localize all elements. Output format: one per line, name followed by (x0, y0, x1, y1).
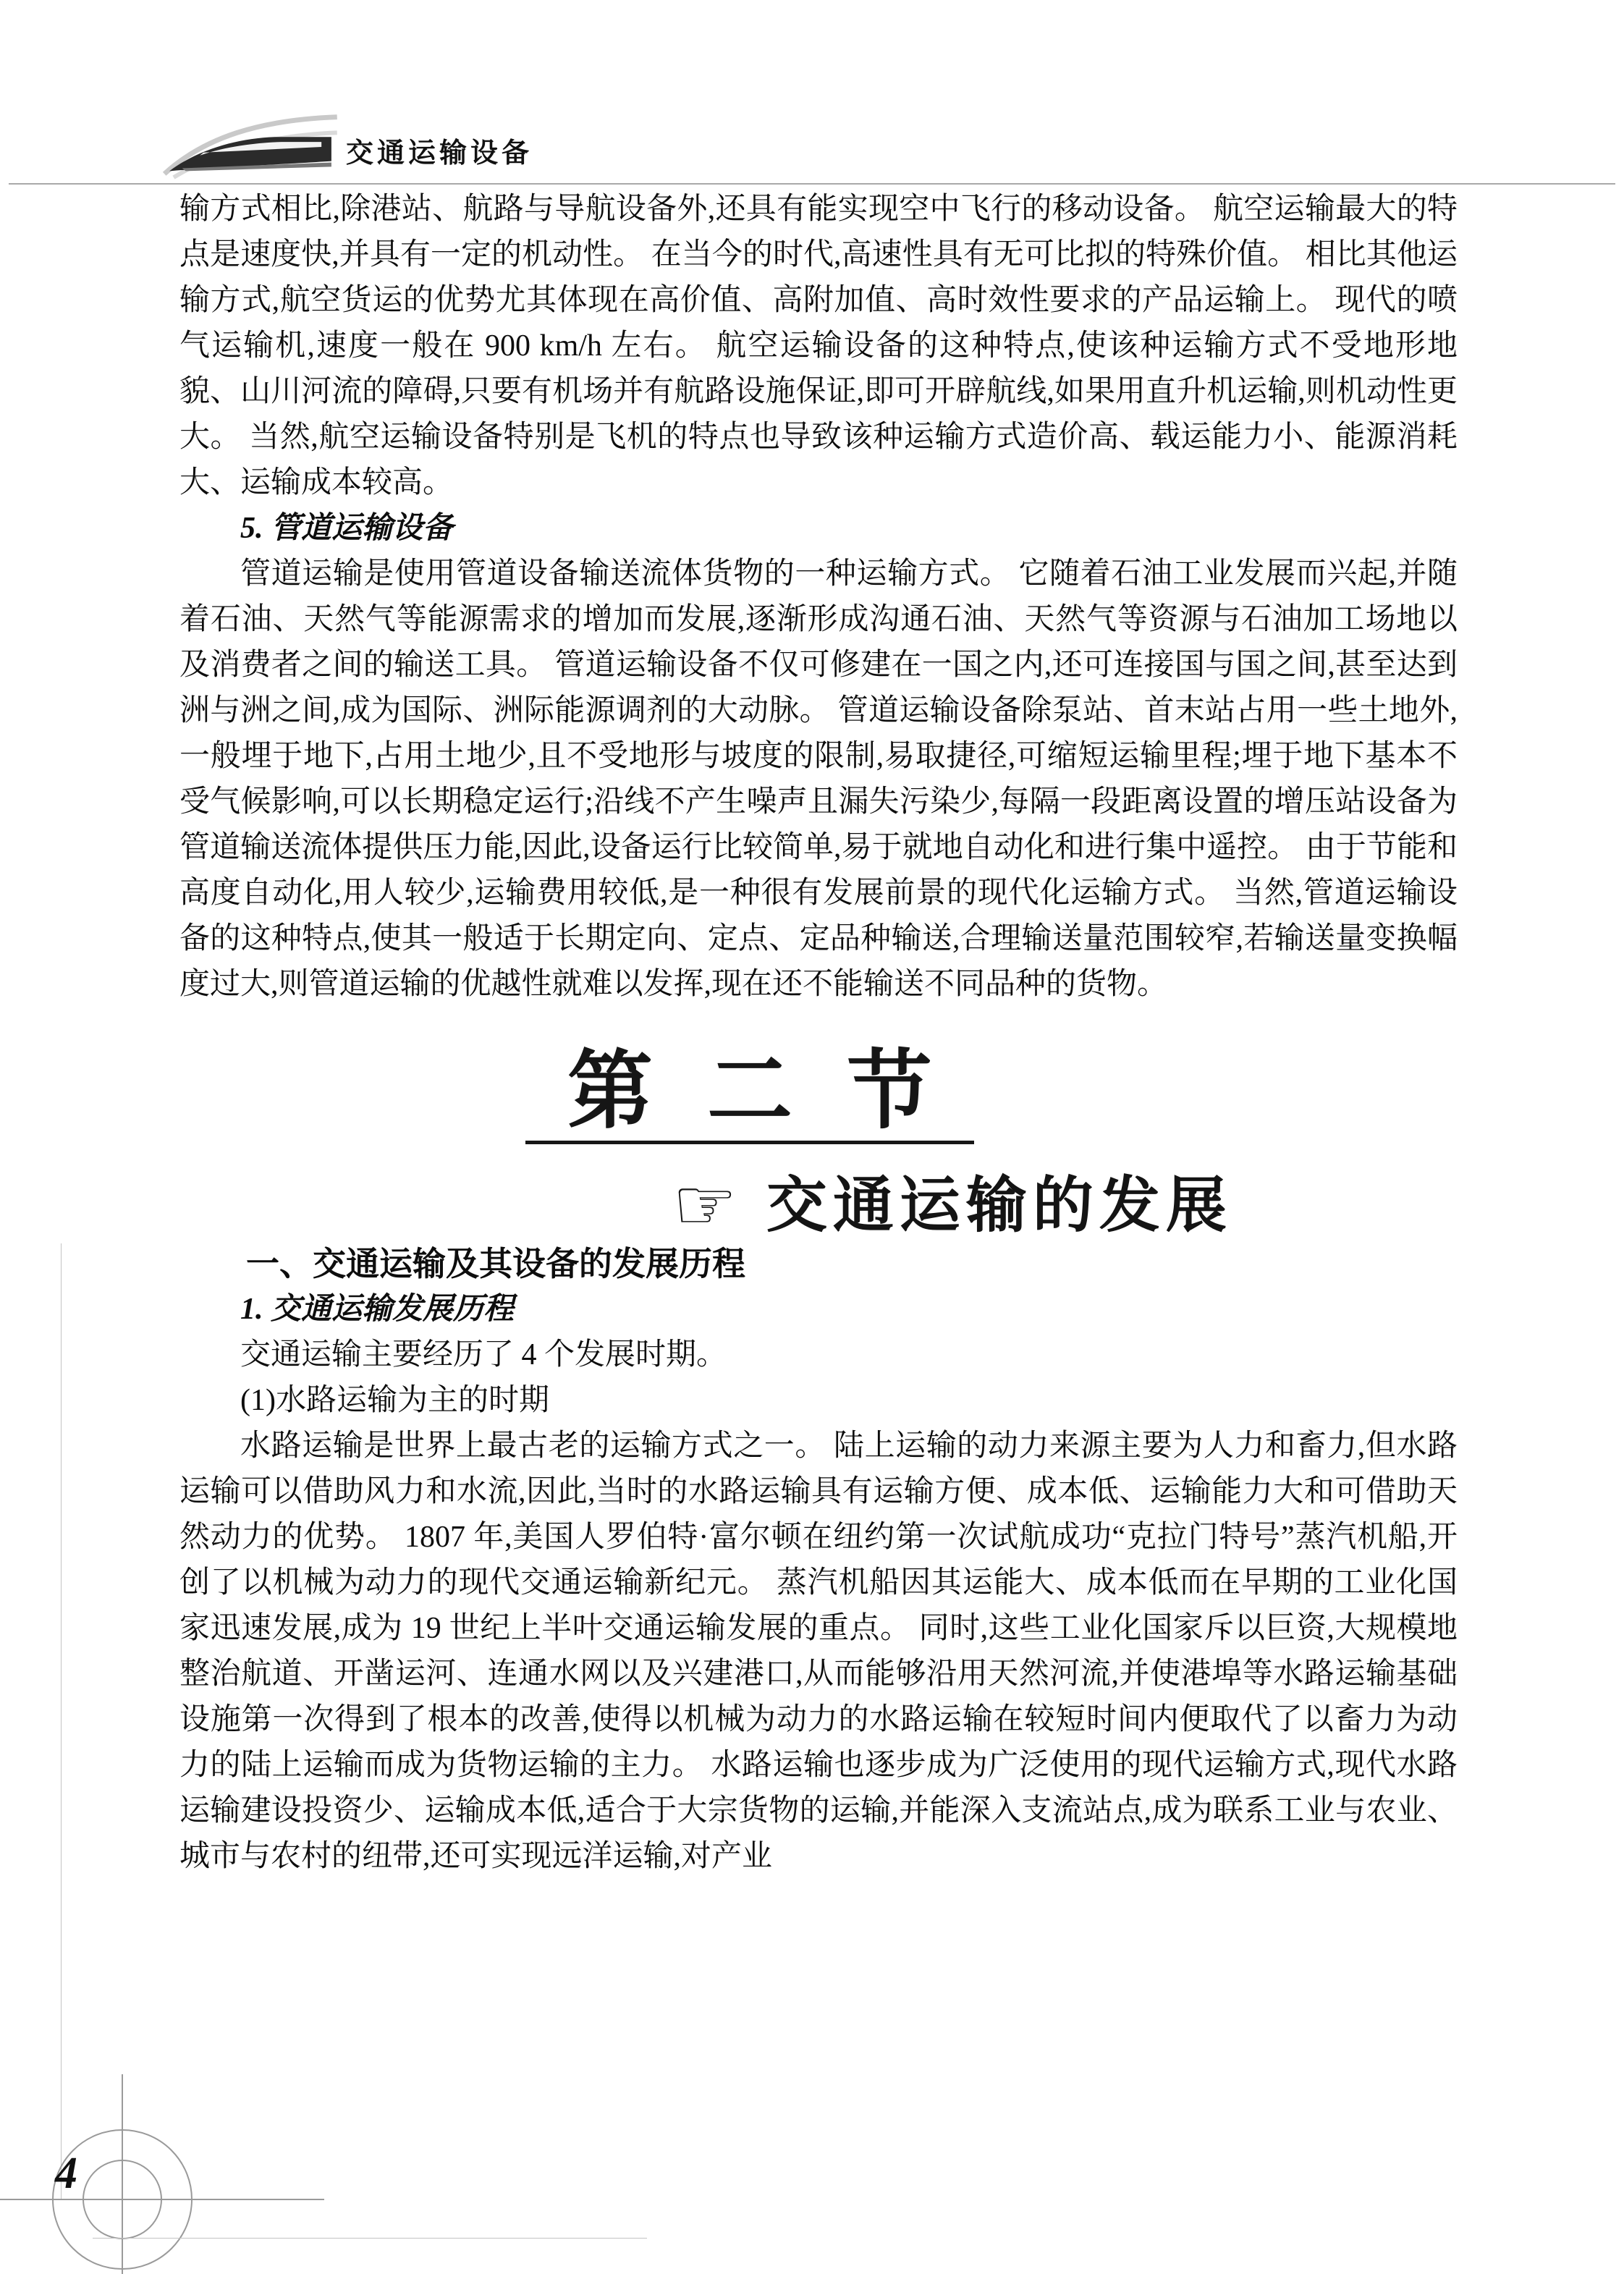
paragraph-air-transport: 输方式相比,除港站、航路与导航设备外,还具有能实现空中飞行的移动设备。 航空运输最大的特点是速度快,并具有一定的机动性。 在当今的时代,高速性具有无可比拟的特殊价值。 相比其他运输方式,航空货运的优势尤其体现在高价值、高附加值、高时效性要求的产品运输上。 现代的喷气运输机,速度一般在 900 km/h 左右。 航空运输设备的这种特点,使该种运输方式不受地形地貌、山川河流的障碍,只要有机场并有航路设施保证,即可开辟航线,如果用直升机运输,则机动性更大。 当然,航空运输设备特别是飞机的特点也导致该种运输方式造价高、载运能力小、能源消耗大、运输成本较高。 (179, 193, 1458, 499)
section-title: 第二节 (567, 1044, 986, 1139)
paragraph-pipeline-transport: 管道运输是使用管道设备输送流体货物的一种运输方式。 它随着石油工业发展而兴起,并随着石油、天然气等能源需求的增加而发展,逐渐形成沟通石油、天然气等资源与石油加工场地以及消费者之间的输送工具。 管道运输设备不仅可修建在一国之内,还可连接国与国之间,甚至达到洲与洲之间,成为国际、洲际能源调剂的大动脉。 管道运输设备除泵站、首末站占用一些土地外,一般埋于地下,占用土地少,且不受地形与坡度的限制,易取捷径,可缩短运输里程;埋于地下基本不受气候影响,可以长期稳定运行;沿线不产生噪声且漏失污染少,每隔一段距离设置的增压站设备为管道输送流体提供压力能,因此,设备运行比较简单,易于就地自动化和进行集中遥控。 由于节能和高度自动化,用人较少,运输费用较低,是一种很有发展前景的现代化运输方式。 当然,管道运输设备的这种特点,使其一般适于长期定向、定点、定品种输送,合理输送量范围较窄,若输送量变换幅度过大,则管道运输的优越性就难以发挥,现在还不能输送不同品种的货物。 (179, 557, 1458, 1001)
bottom-horizontal-line (93, 2238, 647, 2239)
section-title-block (111, 1044, 1389, 1144)
train-logo-icon (161, 106, 339, 184)
section-subtitle: 交通运输的发展 (766, 1170, 1232, 1239)
registration-inner-circle (83, 2160, 162, 2239)
heading-transport-history: 1. 交通运输发展历程 (240, 1293, 515, 1327)
section-subtitle-block (313, 1162, 1591, 1248)
heading-pipeline-equipment: 5. 管道运输设备 (240, 512, 454, 545)
section-title-underline (525, 1141, 974, 1144)
page-number: 4 (55, 2149, 77, 2198)
page-content (179, 187, 1458, 1880)
paragraph-four-periods: 交通运输主要经历了 4 个发展时期。 (240, 1338, 727, 1372)
heading-water-transport-period: (1)水路运输为主的时期 (240, 1384, 549, 1418)
heading-development-course: 一、交通运输及其设备的发展历程 (246, 1245, 745, 1283)
header-divider-line (9, 183, 1615, 185)
paragraph-water-transport: 水路运输是世界上最古老的运输方式之一。 陆上运输的动力来源主要为人力和畜力,但水路运输可以借助风力和水流,因此,当时的水路运输具有运输方便、成本低、运输能力大和可借助天然动力的优势。 1807 年,美国人罗伯特·富尔顿在纽约第一次试航成功“克拉门特号”蒸汽机船,开创了以机械为动力的现代交通运输新纪元。 蒸汽机船因其运能大、成本低而在早期的工业化国家迅速发展,成为 19 世纪上半叶交通运输发展的重点。 同时,这些工业化国家斥以巨资,大规模地整治航道、开凿运河、连通水网以及兴建港口,从而能够沿用天然河流,并使港埠等水路运输基础设施第一次得到了根本的改善,使得以机械为动力的水路运输在较短时间内便取代了以畜力为动力的陆上运输而成为货物运输的主力。 水路运输也逐步成为广泛使用的现代运输方式,现代水路运输建设投资少、运输成本低,适合于大宗货物的运输,并能深入支流站点,成为联系工业与农业、城市与农村的纽带,还可实现远洋运输,对产业 (179, 1429, 1458, 1874)
left-margin-line (61, 1243, 62, 2200)
header-title: 交通运输设备 (346, 138, 533, 169)
pointing-hand-icon: ☞ (672, 1162, 737, 1248)
